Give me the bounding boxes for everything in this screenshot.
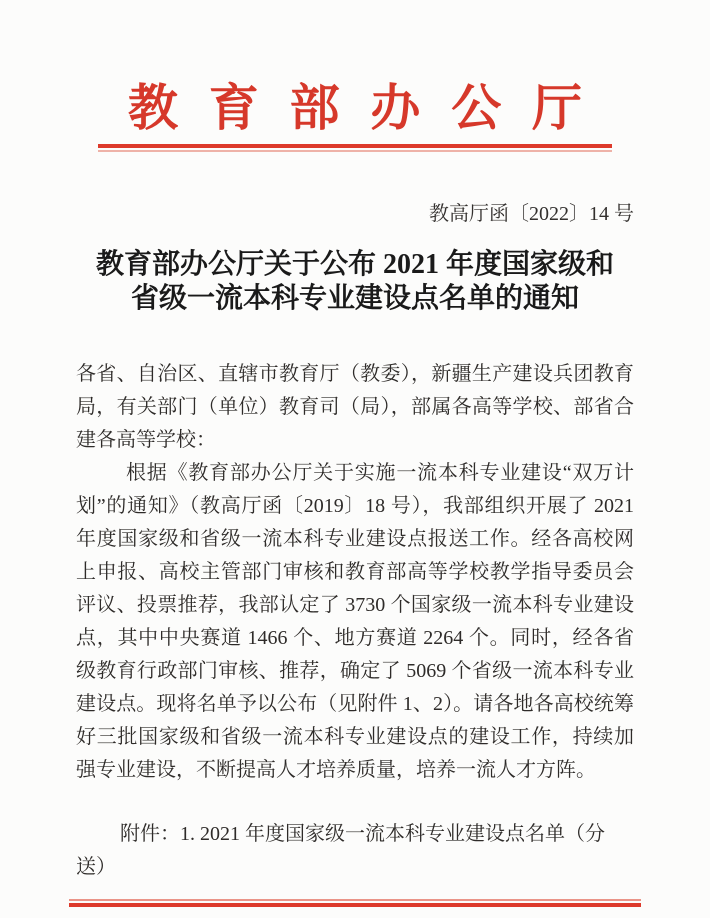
red-rule-top (98, 144, 612, 152)
letterhead-title: 教育部办公厅 (128, 80, 582, 136)
document-title (76, 248, 634, 316)
red-rule-top-thin-line (98, 150, 612, 152)
document-body (76, 358, 634, 884)
red-rule-top-thick-line (98, 144, 612, 148)
document-title-line-2: 省级一流本科专业建设点名单的通知 (130, 283, 579, 314)
doc-number: 教高厅函〔2022〕14 号 (429, 203, 634, 225)
addressee-paragraph: 各省、自治区、直辖市教育厅（教委），新疆生产建设兵团教育局，有关部门（单位）教育司（局），部属各高等学校、部省合建各高等学校： (76, 363, 634, 451)
red-rule-bottom-thick-line (69, 903, 641, 907)
document-title-line-1: 教育部办公厅关于公布 2021 年度国家级和 (95, 249, 614, 280)
red-rule-bottom (69, 899, 641, 907)
attachment-line: 附件：1. 2021 年度国家级一流本科专业建设点名单（分送） (76, 823, 605, 878)
body-paragraph: 根据《教育部办公厅关于实施一流本科专业建设“双万计划”的通知》（教高厅函〔2019〕18 号），我部组织开展了 2021 年度国家级和省级一流本科专业建设点报送工作。经各高校网上申报、高校主管部门审核和教育部高等学校教学指导委员会评议、投票推荐，我部认定了 3730 个国家级一流本科专业建设点，其中中央赛道 1466 个、地方赛道 2264 个。同时，经各省级教育行政部门审核、推荐，确定了 5069 个省级一流本科专业建设点。现将名单予以公布（见附件 1、2）。请各地各高校统筹好三批国家级和省级一流本科专业建设点的建设工作，持续加强专业建设，不断提高人才培养质量，培养一流人才方阵。 (76, 462, 634, 781)
red-rule-bottom-thin-line (69, 899, 641, 901)
